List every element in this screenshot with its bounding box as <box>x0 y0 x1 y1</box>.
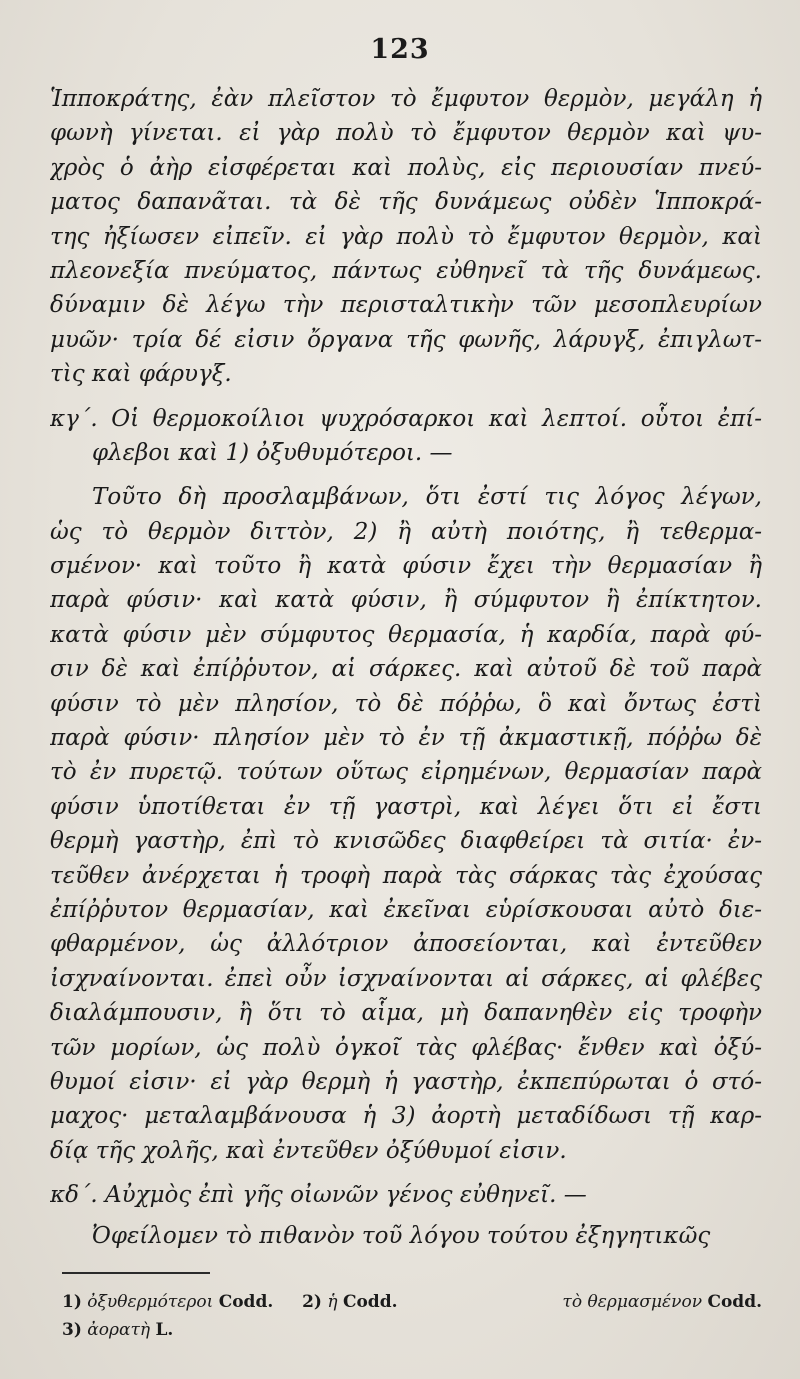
paragraph-commentary <box>50 480 762 1168</box>
text-line: πλεονεξία πνεύματος, πάντως εὐθηνεῖ τὰ τῆς δυνάμεως. <box>50 257 762 284</box>
text-line: φθαρμένον, ὡς ἀλλότριον ἀποσείονται, καὶ ἐντεῦθεν <box>50 931 762 958</box>
footnotes <box>62 1288 762 1344</box>
footnote-variant: ὀξυθερμότεροι <box>87 1292 214 1312</box>
text-line: φλεβοι καὶ 1) ὀξυθυμότεροι. — <box>92 439 453 466</box>
text-line: φύσιν ὑποτίθεται ἐν τῇ γαστρὶ, καὶ λέγει ὅτι εἰ ἔστι <box>50 793 762 820</box>
text-line: τῶν μορίων, ὡς πολὺ ὀγκοῖ τὰς φλέβας· ἔνθεν καὶ ὀξύ- <box>50 1034 762 1061</box>
text-line: κδ΄. Αὐχμὸς ἐπὶ γῆς οἰωνῶν γένος εὐθηνεῖ. — <box>50 1182 587 1209</box>
text-line: τεῦθεν ἀνέρχεται ἡ τροφὴ παρὰ τὰς σάρκας τὰς ἐχούσας <box>50 862 762 889</box>
footnote-line <box>62 1316 762 1344</box>
main-text <box>50 82 762 1253</box>
section-24-heading <box>50 1178 762 1212</box>
footnote-marker: 1) <box>62 1292 82 1312</box>
footnote-marker: 3) <box>62 1320 82 1340</box>
footnote-variant: ἡ <box>327 1292 338 1312</box>
footnote-source: Codd. <box>707 1292 762 1312</box>
text-line: δίᾳ τῆς χολῆς, καὶ ἐντεῦθεν ὀξύθυμοί εἰσιν. <box>50 1137 567 1164</box>
text-line: φύσιν τὸ μὲν πλησίον, τὸ δὲ πόῤῥω, ὃ καὶ ὄντως ἐστὶ <box>50 690 762 717</box>
footnote-variant: τὸ θερμασμένον <box>562 1292 703 1312</box>
text-line: μυῶν· τρία δέ εἰσιν ὄργανα τῆς φωνῆς, λάρυγξ, ἐπιγλωτ- <box>50 326 762 353</box>
text-line: τὶς καὶ φάρυγξ. <box>50 361 232 388</box>
text-line: παρὰ φύσιν· καὶ κατὰ φύσιν, ἢ σύμφυτον ἢ ἐπίκτητον. <box>50 587 762 614</box>
section-23-heading <box>50 402 762 471</box>
text-line: χρὸς ὁ ἀὴρ εἰσφέρεται καὶ πολὺς, εἰς περιουσίαν πνεύ- <box>50 154 762 181</box>
text-line: ματος δαπανᾶται. τὰ δὲ τῆς δυνάμεως οὐδὲν Ἱπποκρά- <box>50 189 762 216</box>
text-line: θυμοί εἰσιν· εἰ γὰρ θερμὴ ἡ γαστὴρ, ἐκπεπύρωται ὁ στό- <box>50 1068 762 1095</box>
text-line: φωνὴ γίνεται. εἰ γὰρ πολὺ τὸ ἔμφυτον θερμὸν καὶ ψυ- <box>50 120 762 147</box>
text-line: ἐπίῤῥυτον θερμασίαν, καὶ ἐκεῖναι εὑρίσκουσαι αὐτὸ διε- <box>50 896 762 923</box>
footnote-line <box>62 1288 762 1316</box>
page-number: 123 <box>370 34 430 65</box>
text-line: της ἠξίωσεν εἰπεῖν. εἰ γὰρ πολὺ τὸ ἔμφυτον θερμὸν, καὶ <box>50 223 762 250</box>
footnote-variant: ἀορατὴ <box>87 1320 151 1340</box>
paragraph-hippocrates <box>50 82 762 392</box>
text-line: ἰσχναίνονται. ἐπεὶ οὖν ἰσχναίνονται αἱ σάρκες, αἱ φλέβες <box>50 965 762 992</box>
footnote-source: Codd. <box>218 1292 274 1312</box>
text-line: σμένον· καὶ τοῦτο ἢ κατὰ φύσιν ἔχει τὴν θερμασίαν ἢ <box>50 553 762 580</box>
text-line: ὡς τὸ θερμὸν διττὸν, 2) ἢ αὐτὴ ποιότης, ἢ τεθερμα- <box>50 518 762 545</box>
text-line: μαχος· μεταλαμβάνουσα ἡ 3) ἀορτὴ μεταδίδωσι τῇ καρ- <box>50 1103 762 1130</box>
text-line: Τοῦτο δὴ προσλαμβάνων, ὅτι ἐστί τις λόγος λέγων, <box>92 484 762 511</box>
text-line: δύναμιν δὲ λέγω τὴν περισταλτικὴν τῶν μεσοπλευρίων <box>50 292 762 319</box>
text-line: τὸ ἐν πυρετῷ. τούτων οὕτως εἰρημένων, θερμασίαν παρὰ <box>50 759 762 786</box>
text-line: κατὰ φύσιν μὲν σύμφυτος θερμασία, ἡ καρδία, παρὰ φύ- <box>50 621 762 648</box>
text-line: θερμὴ γαστὴρ, ἐπὶ τὸ κνισῶδες διαφθείρει τὰ σιτία· ἐν- <box>50 828 762 855</box>
text-line: Ὀφείλομεν τὸ πιθανὸν τοῦ λόγου τούτου ἐξηγητικῶς <box>92 1222 711 1249</box>
text-line: κγ΄. Οἱ θερμοκοίλιοι ψυχρόσαρκοι καὶ λεπτοί. οὗτοι ἐπί- <box>50 405 762 432</box>
footnote-source: L. <box>155 1320 174 1340</box>
footnote-marker: 2) <box>302 1292 322 1312</box>
footnote-divider <box>62 1272 210 1274</box>
footnote-source: Codd. <box>342 1292 398 1312</box>
text-line: σιν δὲ καὶ ἐπίῤῥυτον, αἱ σάρκες. καὶ αὐτοῦ δὲ τοῦ παρὰ <box>50 656 762 683</box>
text-line: Ἱπποκράτης, ἐὰν πλεῖστον τὸ ἔμφυτον θερμὸν, μεγάλη ἡ <box>50 86 762 112</box>
text-line: διαλάμπουσιν, ἢ ὅτι τὸ αἷμα, μὴ δαπανηθὲν εἰς τροφὴν <box>50 1000 762 1027</box>
text-line: παρὰ φύσιν· πλησίον μὲν τὸ ἐν τῇ ἀκμαστικῇ, πόῤῥω δὲ <box>50 725 762 752</box>
paragraph-closing <box>50 1219 762 1253</box>
